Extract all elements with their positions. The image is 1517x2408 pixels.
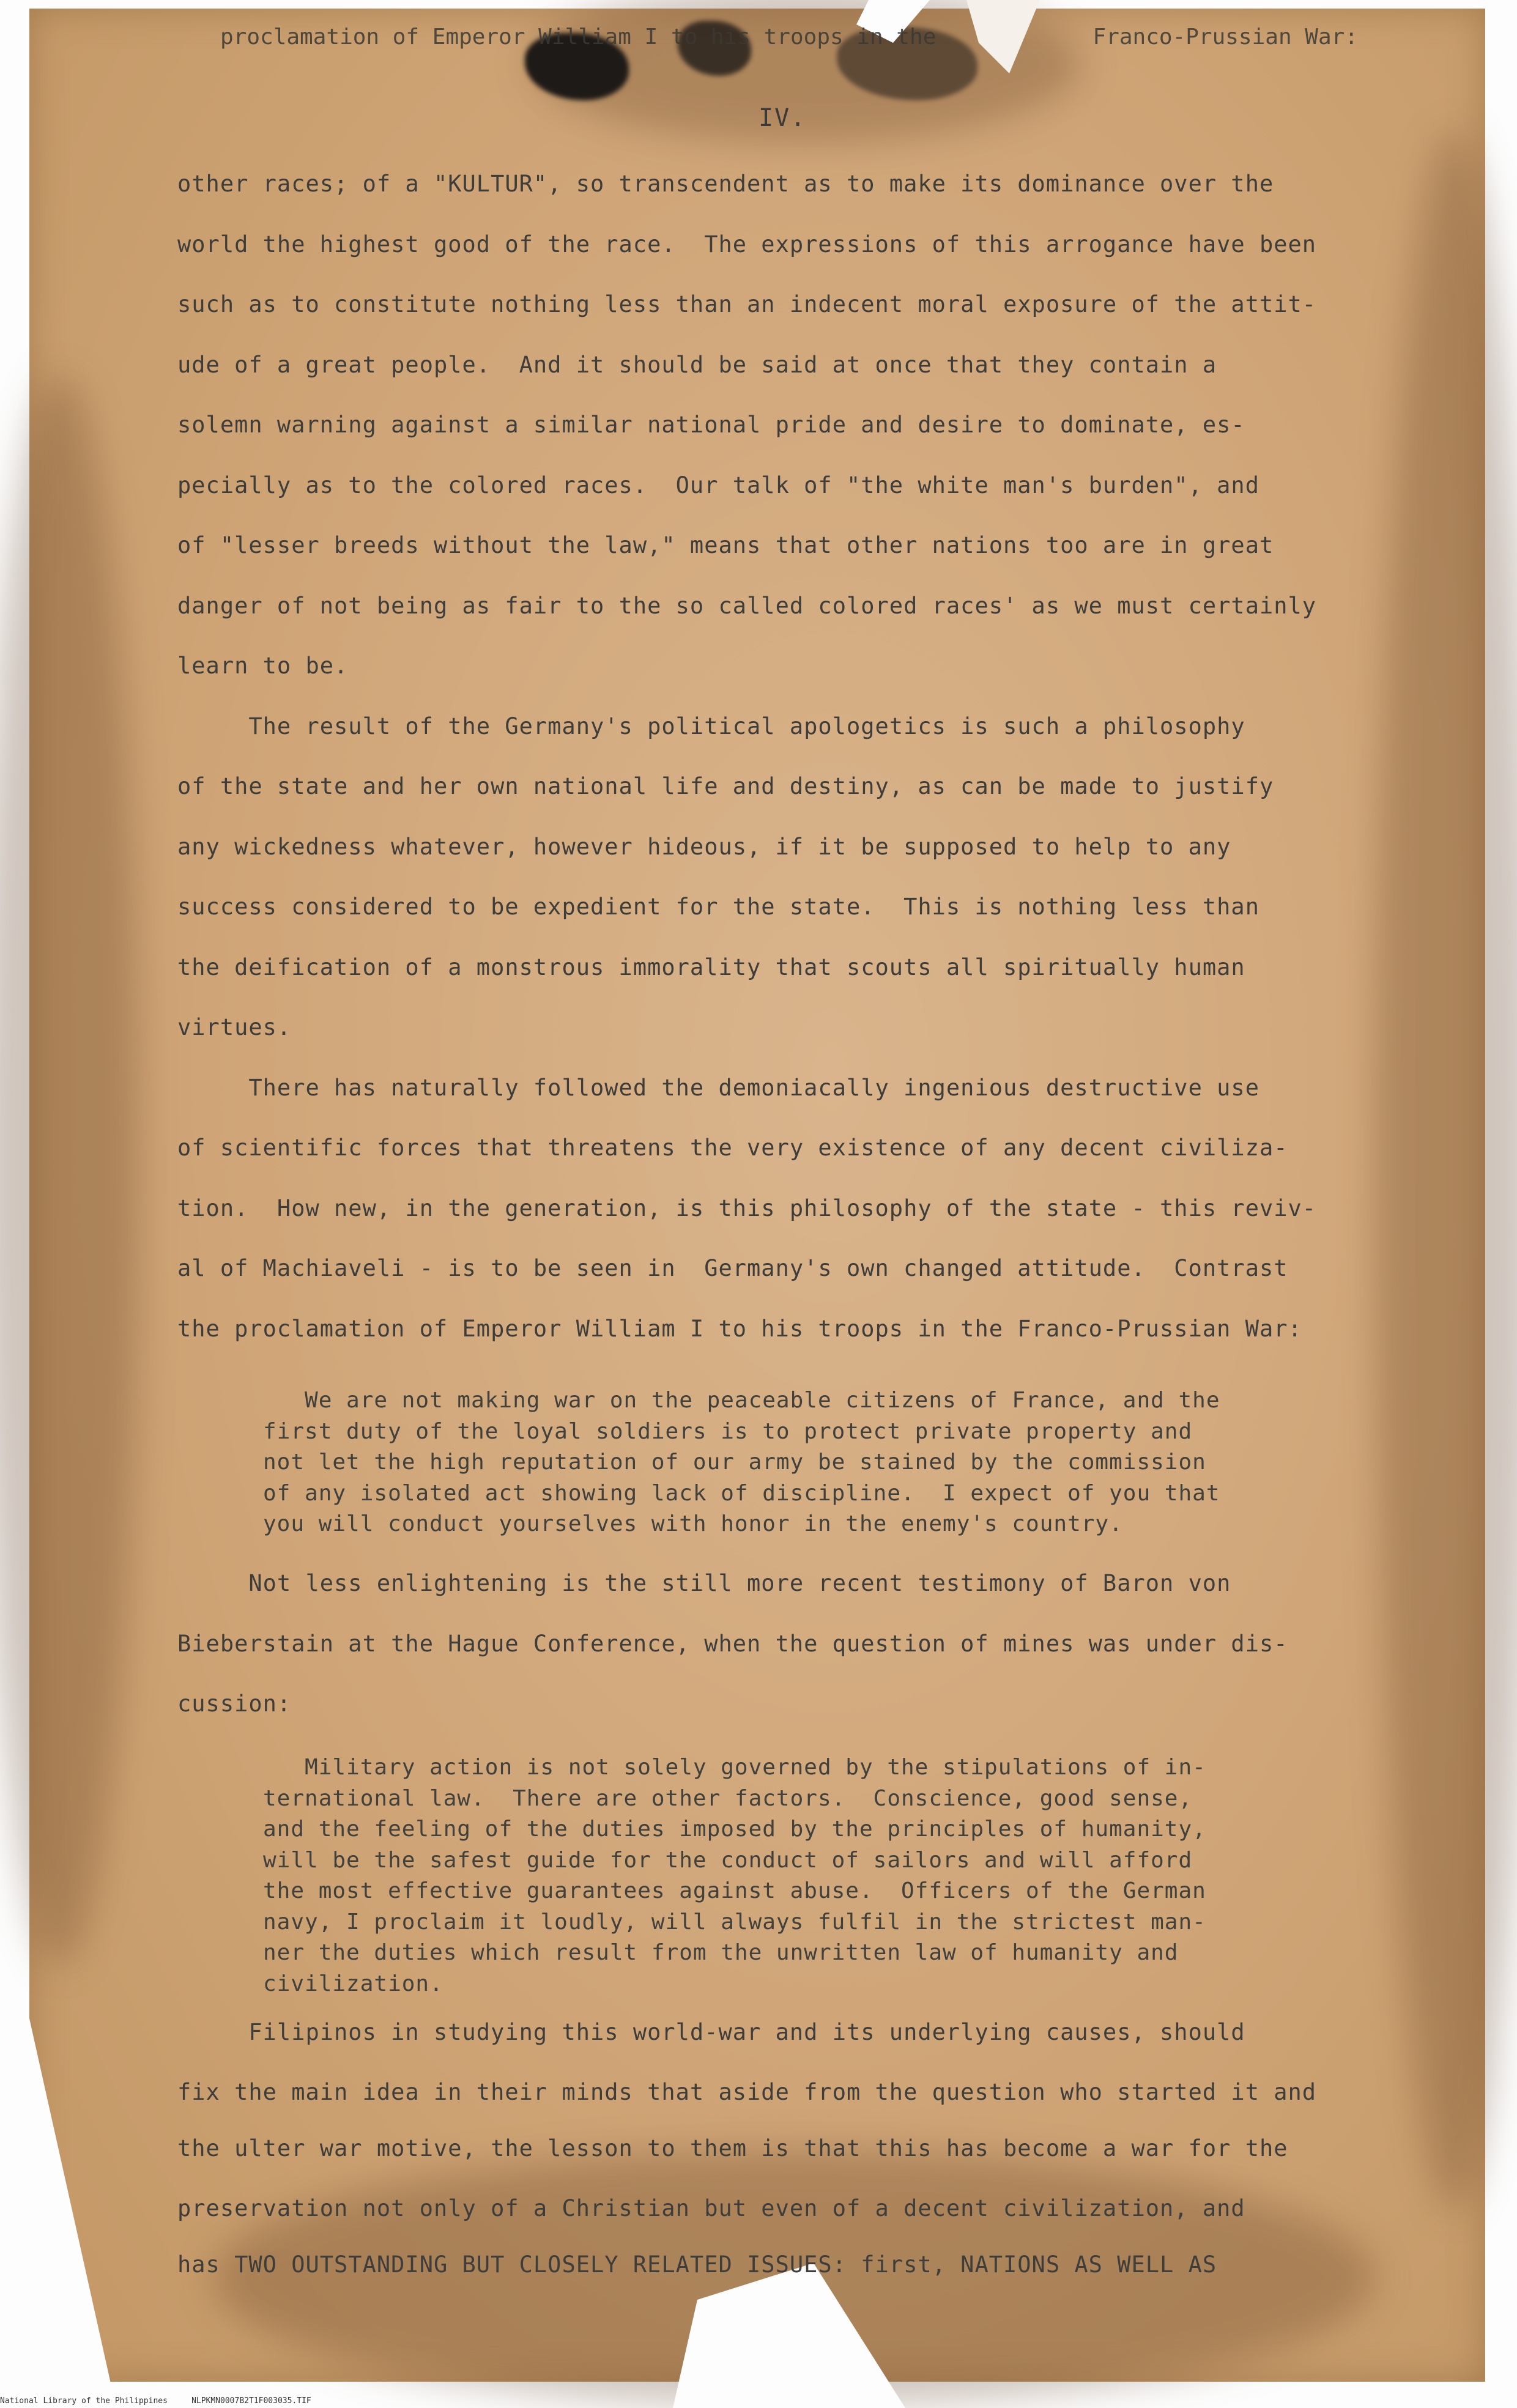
page-number: IV.: [758, 104, 807, 132]
text-line: Bieberstain at the Hague Conference, when the question of mines was under dis-: [177, 1630, 1288, 1657]
quote-line: navy, I proclaim it loudly, will always fulfil in the strictest man-: [263, 1909, 1206, 1935]
text-line: the ulter war motive, the lesson to them is that this has become a war for the: [177, 2135, 1288, 2162]
text-line: Filipinos in studying this world-war and its underlying causes, should: [177, 2019, 1245, 2045]
quote-line: you will conduct yourselves with honor in the enemy's country.: [263, 1511, 1123, 1536]
quote-line: of any isolated act showing lack of discipline. I expect of you that: [263, 1480, 1220, 1506]
text-line: solemn warning against a similar national pride and desire to dominate, es-: [177, 412, 1245, 438]
body-text-section-2: [177, 1554, 1389, 1735]
text-line: virtues.: [177, 1014, 292, 1040]
text-line: the deification of a monstrous immorality that scouts all spiritually human: [177, 954, 1245, 980]
torn-header-line: [220, 24, 1358, 50]
text-line: pecially as to the colored races. Our talk of "the white man's burden", and: [177, 472, 1259, 498]
text-line: of "lesser breeds without the law," means that other nations too are in great: [177, 532, 1274, 558]
quote-line: first duty of the loyal soldiers is to protect private property and: [263, 1418, 1193, 1444]
text-line: preservation not only of a Christian but even of a decent civilization, and: [177, 2195, 1245, 2221]
block-quote-bieberstain: [263, 1752, 1303, 1999]
text-line: such as to constitute nothing less than an indecent moral exposure of the attit-: [177, 291, 1317, 317]
quote-line: ner the duties which result from the unwritten law of humanity and: [263, 1940, 1179, 1965]
text-line: any wickedness whatever, however hideous, if it be supposed to help to any: [177, 833, 1231, 860]
quote-line: Military action is not solely governed by the stipulations of in-: [263, 1755, 1206, 1780]
text-line: The result of the Germany's political apologetics is such a philosophy: [177, 713, 1245, 739]
text-line: has TWO OUTSTANDING BUT CLOSELY RELATED ISSUES: first, NATIONS AS WELL AS: [177, 2251, 1217, 2278]
text-line: fix the main idea in their minds that aside from the question who started it and: [177, 2079, 1317, 2105]
text-line: world the highest good of the race. The expressions of this arrogance have been: [177, 231, 1317, 257]
header-left-fragment: proclamation of Emperor William I to his troops in the: [220, 24, 937, 50]
block-quote-emperor: [263, 1385, 1303, 1540]
text-line: al of Machiaveli - is to be seen in Germany's own changed attitude. Contrast: [177, 1255, 1288, 1281]
quote-line: and the feeling of the duties imposed by the principles of humanity,: [263, 1817, 1206, 1842]
text-line: Not less enlightening is the still more recent testimony of Baron von: [177, 1570, 1231, 1596]
header-right-fragment: Franco-Prussian War:: [1092, 24, 1358, 50]
scan-footer-id: National Library of the Philippines NLPKMN0007B2T1F003035.TIF: [0, 2396, 311, 2406]
body-text-section-1: [177, 154, 1389, 1359]
quote-line: civilization.: [263, 1971, 443, 1996]
quote-line: not let the high reputation of our army be stained by the commission: [263, 1450, 1206, 1475]
quote-line: will be the safest guide for the conduct of sailors and will afford: [263, 1847, 1193, 1873]
text-line: other races; of a "KULTUR", so transcendent as to make its dominance over the: [177, 171, 1274, 197]
text-line: success considered to be expedient for the state. This is nothing less than: [177, 894, 1259, 920]
text-line: the proclamation of Emperor William I to his troops in the Franco-Prussian War:: [177, 1315, 1302, 1342]
quote-line: ternational law. There are other factors. Conscience, good sense,: [263, 1785, 1193, 1811]
body-text-section-3: [177, 1999, 1389, 2292]
text-line: cussion:: [177, 1691, 292, 1717]
text-line: tion. How new, in the generation, is this philosophy of the state - this reviv-: [177, 1195, 1317, 1221]
text-line: ude of a great people. And it should be said at once that they contain a: [177, 351, 1217, 378]
text-line: learn to be.: [177, 653, 349, 679]
text-line: danger of not being as fair to the so called colored races' as we must certainly: [177, 592, 1317, 619]
text-line: There has naturally followed the demoniacally ingenious destructive use: [177, 1074, 1259, 1101]
quote-line: We are not making war on the peaceable citizens of France, and the: [263, 1388, 1220, 1413]
text-line: of scientific forces that threatens the very existence of any decent civiliza-: [177, 1135, 1288, 1161]
quote-line: the most effective guarantees against abuse. Officers of the German: [263, 1878, 1206, 1903]
text-line: of the state and her own national life and destiny, as can be made to justify: [177, 773, 1274, 799]
